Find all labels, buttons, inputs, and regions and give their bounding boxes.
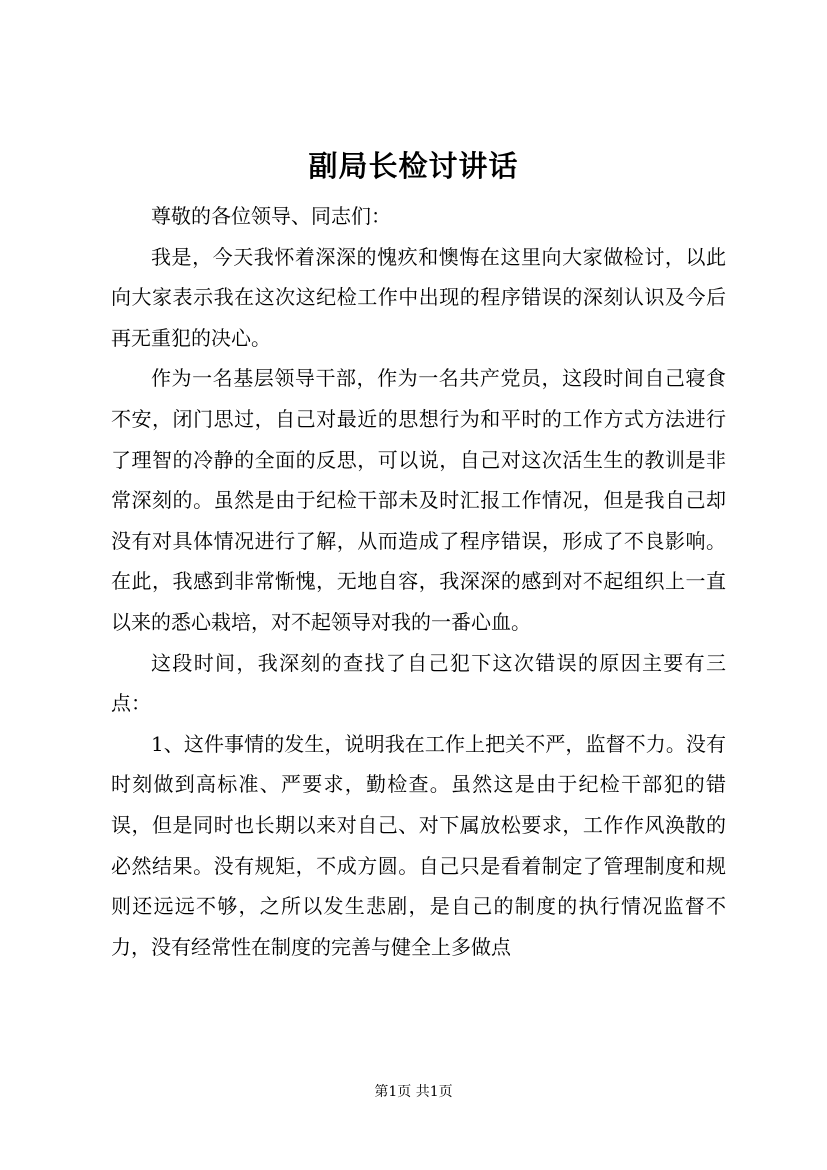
reasons-intro-paragraph: 这段时间，我深刻的查找了自己犯下这次错误的原因主要有三点：	[111, 650, 726, 716]
page-number-footer: 第1页 共1页	[374, 1084, 453, 1100]
salutation-paragraph: 尊敬的各位领导、同志们：	[151, 204, 391, 228]
opening-paragraph: 我是，今天我怀着深深的愧疚和懊悔在这里向大家做检讨，以此向大家表示我在这次这纪检工作中出现的程序错误的深刻认识及今后再无重犯的决心。	[111, 244, 726, 350]
document-title: 副局长检讨讲话	[308, 149, 519, 183]
reason-one-paragraph: 1、这件事情的发生，说明我在工作上把关不严，监督不力。没有时刻做到高标准、严要求，勤检查。虽然这是由于纪检干部犯的错误，但是同时也长期以来对自己、对下属放松要求，工作作风涣散的必然结果。没有规矩，不成方圆。自己只是看着制定了管理制度和规则还远远不够，之所以发生悲剧，是自己的制度的执行情况监督不力，没有经常性在制度的完善与健全上多做点	[111, 731, 726, 959]
document-body	[111, 196, 726, 967]
reflection-paragraph: 作为一名基层领导干部，作为一名共产党员，这段时间自己寝食不安，闭门思过，自己对最近的思想行为和平时的工作方式方法进行了理智的冷静的全面的反思，可以说，自己对这次活生生的教训是非常深刻的。虽然是由于纪检干部未及时汇报工作情况，但是我自己却没有对具体情况进行了解，从而造成了程序错误，形成了不良影响。在此，我感到非常惭愧，无地自容，我深深的感到对不起组织上一直以来的悉心栽培，对不起领导对我的一番心血。	[111, 366, 726, 634]
